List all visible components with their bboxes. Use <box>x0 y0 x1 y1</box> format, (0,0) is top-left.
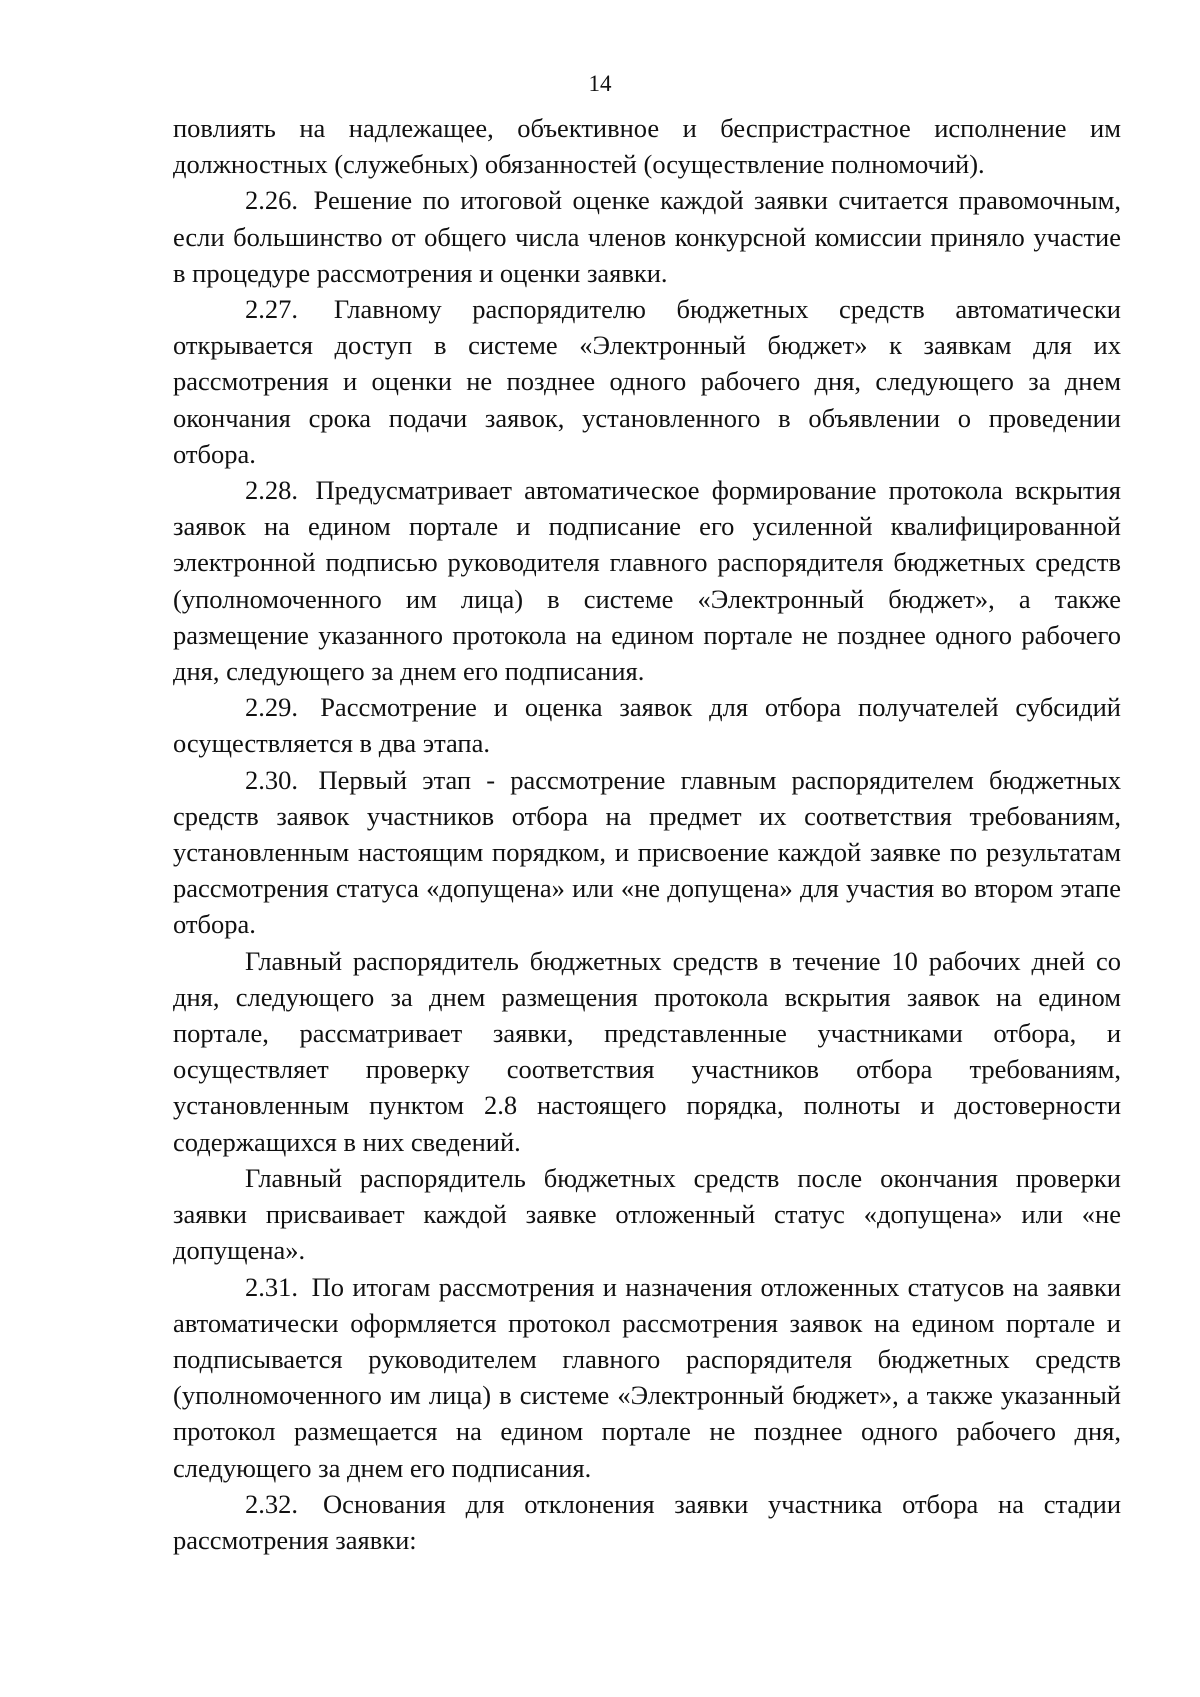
paragraph-number: 2.30. <box>245 764 298 795</box>
paragraph-number: 2.31. <box>245 1271 298 1302</box>
paragraph-number: 2.26. <box>245 185 298 216</box>
paragraph-2-26 <box>173 182 1121 291</box>
paragraph-text: Рассмотрение и оценка заявок для отбора получателей субсидий осуществляется в два этапа. <box>173 692 1121 759</box>
paragraph-continuation <box>173 110 1121 182</box>
document-body <box>173 110 1121 1558</box>
paragraph-number: 2.32. <box>245 1488 298 1519</box>
paragraph-number: 2.28. <box>245 475 298 506</box>
paragraph-2-30-status <box>173 1160 1121 1269</box>
paragraph-2-30-review <box>173 943 1121 1160</box>
paragraph-text: Предусматривает автоматическое формирование протокола вскрытия заявок на едином портале и подписание его усиленной квалифицированной электронной подписью руководителя главного распорядителя бюджетных средств (уполномоченного им лица) в системе «Электронный бюджет», а также размещение указанного протокола на едином портале не позднее одного рабочего дня, следующего за днем его подписания. <box>173 475 1121 687</box>
page-number: 14 <box>588 71 612 96</box>
paragraph-text: Главному распорядителю бюджетных средств автоматически открывается доступ в системе «Электронный бюджет» к заявкам для их рассмотрения и оценки не позднее одного рабочего дня, следующего за днем окончания срока подачи заявок, установленного в объявлении о проведении отбора. <box>173 294 1121 469</box>
paragraph-text: повлиять на надлежащее, объективное и беспристрастное исполнение им должностных (служебных) обязанностей (осуществление полномочий). <box>173 113 1121 180</box>
paragraph-text: Основания для отклонения заявки участника отбора на стадии рассмотрения заявки: <box>173 1488 1121 1555</box>
paragraph-number: 2.27. <box>245 294 298 325</box>
paragraph-text: Главный распорядитель бюджетных средств в течение 10 рабочих дней со дня, следующего за днем размещения протокола вскрытия заявок на едином портале, рассматривает заявки, представленные участниками отбора, и осуществляет проверку соответствия участников отбора требованиям, установленным пунктом 2.8 настоящего порядка, полноты и достоверности содержащихся в них сведений. <box>173 945 1121 1157</box>
paragraph-text: По итогам рассмотрения и назначения отложенных статусов на заявки автоматически оформляется протокол рассмотрения заявок на едином портале и подписывается руководителем главного распорядителя бюджетных средств (уполномоченного им лица) в системе «Электронный бюджет», а также указанный протокол размещается на едином портале не позднее одного рабочего дня, следующего за днем его подписания. <box>173 1271 1122 1483</box>
paragraph-number: 2.29. <box>245 692 298 723</box>
paragraph-2-27 <box>173 291 1121 472</box>
paragraph-2-32 <box>173 1486 1121 1558</box>
paragraph-text: Главный распорядитель бюджетных средств после окончания проверки заявки присваивает каждой заявке отложенный статус «допущена» или «не допущена». <box>173 1162 1121 1266</box>
paragraph-2-28 <box>173 472 1121 689</box>
paragraph-2-31 <box>173 1269 1121 1486</box>
paragraph-2-30 <box>173 762 1121 943</box>
paragraph-2-29 <box>173 689 1121 761</box>
paragraph-text: Первый этап - рассмотрение главным распорядителем бюджетных средств заявок участников отбора на предмет их соответствия требованиям, установленным настоящим порядком, и присвоение каждой заявке по результатам рассмотрения статуса «допущена» или «не допущена» для участия во втором этапе отбора. <box>173 764 1121 940</box>
paragraph-text: Решение по итоговой оценке каждой заявки считается правомочным, если большинство от общего числа членов конкурсной комиссии приняло участие в процедуре рассмотрения и оценки заявки. <box>173 185 1121 288</box>
